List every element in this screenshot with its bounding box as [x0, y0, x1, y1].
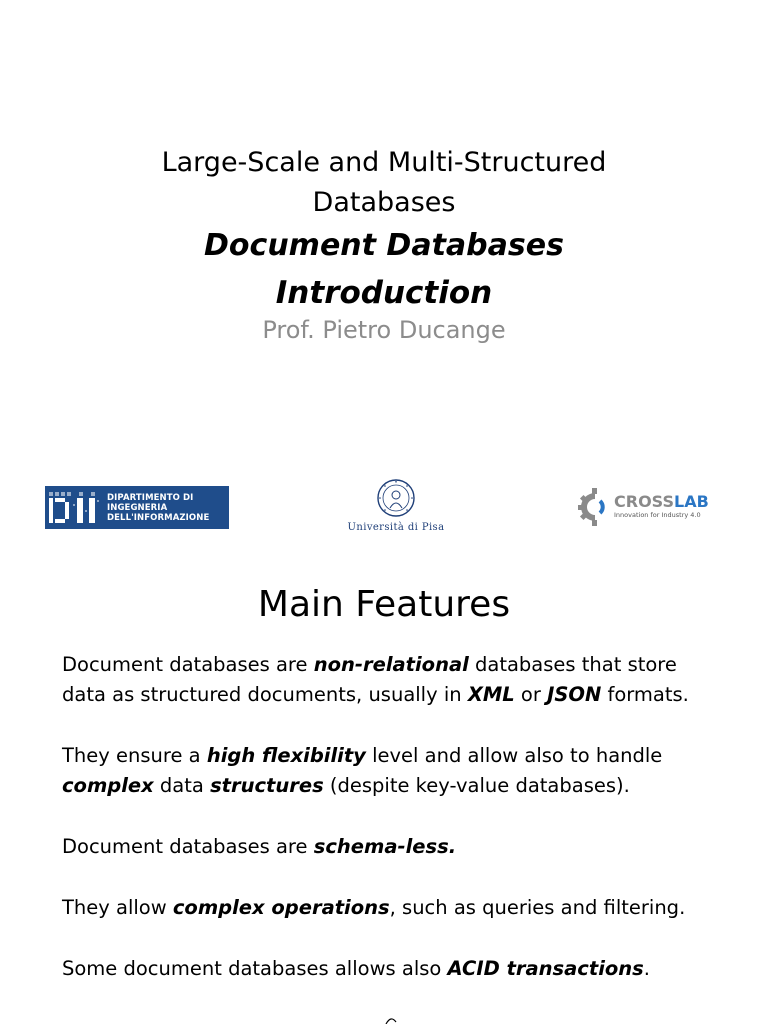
feature-line [62, 741, 752, 771]
text-run: databases that store [468, 653, 677, 676]
emphasis-run: schema-less. [313, 835, 457, 858]
emphasis-run: ACID transactions [447, 957, 644, 980]
crosslab-word-lab: LAB [674, 492, 709, 511]
emphasis-run: XML [467, 683, 515, 706]
emphasis-run: complex [62, 774, 154, 797]
crosslab-tagline: Innovation for Industry 4.0 [614, 511, 701, 519]
emphasis-run: JSON [547, 683, 602, 706]
text-run: They ensure a [62, 744, 207, 767]
text-run: (despite key-value databases). [323, 774, 630, 797]
gear-icon [578, 487, 612, 527]
dii-line3: DELL'INFORMAZIONE [107, 512, 210, 523]
feature-schema-less [62, 832, 752, 862]
feature-line [62, 680, 752, 710]
features-slide [0, 560, 768, 1024]
course-title-line2: Databases [312, 187, 456, 218]
feature-line [62, 650, 752, 680]
emphasis-run: non-relational [313, 653, 469, 676]
deck-subtitle: Introduction [275, 275, 493, 311]
unipi-name: Università di Pisa [347, 522, 445, 533]
feature-flexibility [62, 741, 752, 801]
text-run: level and allow also to handle [365, 744, 663, 767]
crosslab-wordmark [614, 492, 709, 511]
cut-off-glyph-icon [384, 1016, 398, 1024]
text-run: . [643, 957, 650, 980]
feature-acid [62, 954, 752, 984]
emphasis-run: high flexibility [206, 744, 366, 767]
dii-logo [45, 486, 229, 529]
course-title-line1: Large-Scale and Multi-Structured [161, 147, 607, 178]
text-run: data as structured documents, usually in [62, 683, 468, 706]
feature-non-relational [62, 650, 752, 710]
dii-logo-text [105, 493, 209, 523]
emphasis-run: complex operations [172, 896, 390, 919]
features-title: Main Features [257, 584, 511, 625]
deck-title: Document Databases [204, 228, 564, 263]
text-run: Some document databases allows also [62, 957, 448, 980]
unipi-seal-icon [376, 478, 416, 518]
author: Prof. Pietro Ducange [262, 316, 506, 344]
text-run: data [153, 774, 211, 797]
feature-line [62, 771, 752, 801]
text-run: They allow [62, 896, 173, 919]
text-run: Document databases are [62, 653, 314, 676]
crosslab-word-cross: CROSS [614, 492, 674, 511]
unipi-logo [336, 478, 456, 540]
text-run: formats. [601, 683, 689, 706]
dii-pixel-mark-icon [45, 486, 105, 529]
dii-line2: INGEGNERIA [107, 502, 168, 513]
emphasis-run: structures [210, 774, 324, 797]
text-run: or [514, 683, 548, 706]
text-run: Document databases are [62, 835, 314, 858]
text-run: , such as queries and filtering. [389, 896, 686, 919]
course-title [0, 143, 768, 223]
dii-line1: DIPARTIMENTO DI [107, 492, 194, 503]
feature-complex-operations [62, 893, 752, 923]
crosslab-logo [578, 485, 708, 529]
